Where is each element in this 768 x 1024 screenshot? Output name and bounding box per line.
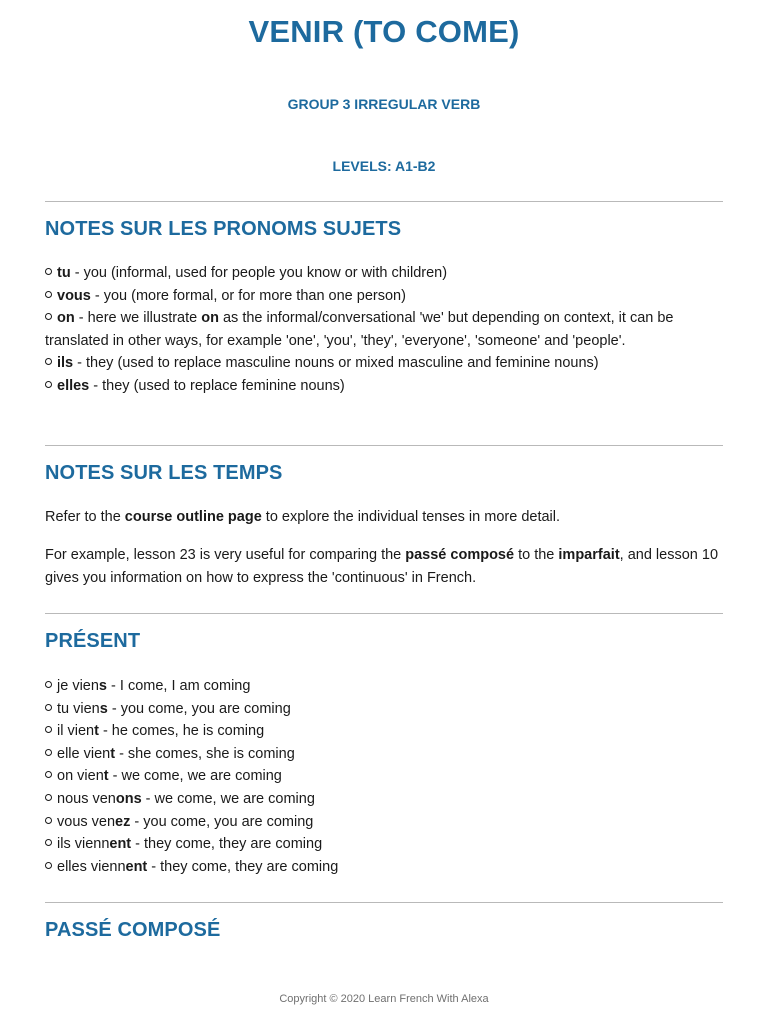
divider: [45, 902, 723, 903]
circle-bullet-icon: [45, 862, 52, 869]
section-heading-tenses: NOTES SUR LES TEMPS: [45, 462, 283, 484]
verb-group-subtitle: GROUP 3 IRREGULAR VERB: [287, 96, 481, 112]
pronoun-description: - you (informal, used for people you know or with children): [70, 265, 448, 281]
tense-term: passé composé: [405, 547, 515, 563]
list-item: [45, 375, 725, 398]
divider: [45, 445, 723, 446]
conjugation-item: elles viennent - they come, they are coming: [45, 856, 725, 879]
pronoun-description: - you (more formal, or for more than one person): [90, 287, 406, 304]
levels-subtitle: LEVELS: A1-B2: [332, 158, 436, 174]
pronoun-term: vous: [57, 287, 91, 304]
verb-ending: t: [103, 768, 109, 785]
present-conjugation-list: [45, 675, 725, 878]
circle-bullet-icon: [45, 771, 52, 778]
circle-bullet-icon: [45, 839, 52, 846]
tenses-paragraph-1: Refer to the course outline page to explore the individual tenses in more detail.: [45, 509, 561, 525]
circle-bullet-icon: [45, 817, 52, 824]
divider: [45, 201, 723, 202]
conjugation-item: on vient - we come, we are coming: [45, 765, 725, 788]
pronoun-description-continued: as the informal/conversational 'we' but depending on context, it can be translated in other ways, for example 'one', 'you', 'they', 'everyone', 'someone' and 'people'.: [45, 310, 674, 349]
circle-bullet-icon: [45, 268, 52, 275]
pronoun-term: on: [57, 310, 75, 327]
verb-ending: ent: [109, 836, 132, 853]
conjugation-item: je viens - I come, I am coming: [45, 675, 725, 698]
page-title: VENIR (TO COME): [248, 14, 520, 49]
verb-ending: s: [99, 700, 108, 717]
verb-ending: ez: [115, 813, 131, 830]
circle-bullet-icon: [45, 794, 52, 801]
pronoun-description: - here we illustrate: [74, 310, 202, 327]
conjugation-item: nous venons - we come, we are coming: [45, 788, 725, 811]
tenses-paragraph-2: For example, lesson 23 is very useful for comparing the passé composé to the imparfait, and lesson 10 gives you information on how to express the 'continuous' in French.: [45, 547, 719, 586]
pronoun-term: ils: [57, 355, 74, 372]
list-item: [45, 262, 725, 285]
divider: [45, 613, 723, 614]
section-heading-pronouns: NOTES SUR LES PRONOMS SUJETS: [45, 218, 402, 240]
section-heading-present: PRÉSENT: [45, 630, 141, 652]
conjugation-item: elle vient - she comes, she is coming: [45, 743, 725, 766]
list-item: [45, 352, 725, 375]
circle-bullet-icon: [45, 381, 52, 388]
verb-ending: t: [110, 745, 116, 762]
conjugation-item: vous venez - you come, you are coming: [45, 811, 725, 834]
circle-bullet-icon: [45, 704, 52, 711]
pronoun-description: - they (used to replace feminine nouns): [89, 377, 345, 394]
circle-bullet-icon: [45, 726, 52, 733]
list-item: [45, 307, 725, 352]
pronoun-term: elles: [57, 377, 90, 394]
verb-ending: ent: [125, 858, 148, 875]
pronoun-description: - they (used to replace masculine nouns or mixed masculine and feminine nouns): [73, 355, 599, 372]
pronoun-term-inline: on: [201, 310, 219, 327]
section-heading-passe-compose: PASSÉ COMPOSÉ: [45, 919, 221, 941]
pronoun-term: tu: [57, 265, 71, 281]
circle-bullet-icon: [45, 749, 52, 756]
circle-bullet-icon: [45, 681, 52, 688]
course-outline-link-text: course outline page: [124, 509, 262, 525]
verb-ending: s: [98, 678, 107, 694]
pronoun-notes-list: [45, 262, 725, 398]
verb-ending: t: [94, 723, 99, 740]
verb-ending: ons: [115, 790, 142, 807]
copyright-footer: Copyright © 2020 Learn French With Alexa: [279, 993, 489, 1005]
circle-bullet-icon: [45, 313, 52, 320]
conjugation-item: il vient - he comes, he is coming: [45, 720, 725, 743]
tense-term: imparfait: [558, 547, 620, 563]
circle-bullet-icon: [45, 358, 52, 365]
conjugation-item: tu viens - you come, you are coming: [45, 698, 725, 721]
conjugation-item: ils viennent - they come, they are coming: [45, 833, 725, 856]
list-item: [45, 285, 725, 308]
circle-bullet-icon: [45, 291, 52, 298]
